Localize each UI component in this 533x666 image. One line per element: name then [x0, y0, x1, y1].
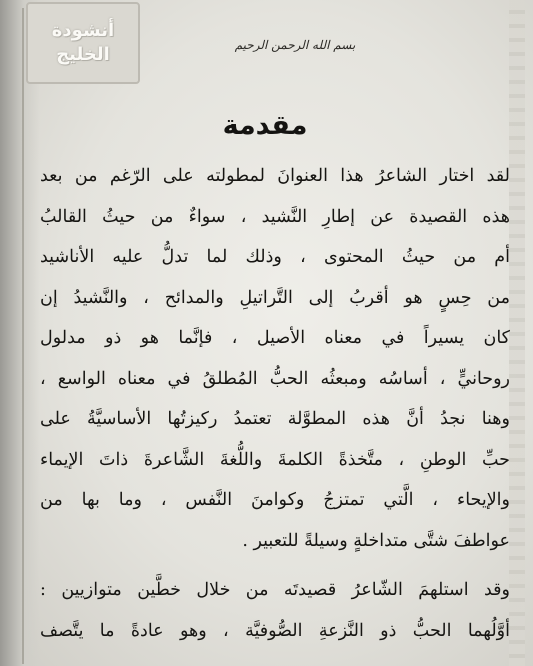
- page-heading: مقدمة: [222, 110, 308, 141]
- text-line: من حِسٍ هو أقربُ إلى التَّراتيلِ والمدائح ، والنَّشيدُ إن: [40, 287, 510, 308]
- paragraph-2: [40, 570, 510, 651]
- body-text: [40, 156, 510, 651]
- book-title-label: [26, 2, 140, 84]
- book-title-line-2: الخليج: [56, 44, 110, 65]
- text-line: هذه القصيدة عن إطارِ النَّشيد ، سواءٌ من حيثُ القالبُ: [40, 206, 510, 227]
- basmala-calligraphy: بسم الله الرحمن الرحيم: [234, 38, 356, 52]
- text-line: أوَّلُهما الحبُّ ذو النَّزعةِ الصُّوفيَّة ، وهو عادةً ما يتَّصف: [40, 620, 510, 641]
- text-line: وهنا نجدُ أنَّ هذه المطوَّلة تعتمدُ ركيزتُها الأساسيَّةُ على: [40, 409, 510, 429]
- text-line: كان يسيراً في معناه الأصيل ، فإنَّما هو ذو مدلول: [40, 328, 510, 348]
- text-line: والإيحاء ، الَّتي تمتزجُ وكوامنَ النَّفس ، وما بها من: [40, 490, 510, 510]
- paragraph-1: [40, 156, 510, 561]
- decorative-frame-ornament: [509, 0, 525, 666]
- text-line: لقد اختار الشاعرُ هذا العنوانَ لمطولته على الرّغم من بعد: [40, 166, 510, 186]
- text-line: أم من حيثُ المحتوى ، وذلك لما تدلُّ عليه الأناشيد: [40, 247, 510, 267]
- text-line: عواطفَ شتَّى متداخلةٍ وسيلةً للتعبير .: [242, 530, 510, 551]
- text-line: وقد استلهمَ الشّاعرُ قصيدتَه من خلال خطَّين متوازيين :: [40, 580, 510, 600]
- text-line: روحانيٍّ ، أساسُه ومبعثُه الحبُّ المُطلقُ في معناه الواسع ،: [40, 368, 510, 389]
- text-line: حبِّ الوطنِ ، متَّخذةً الكلمةَ واللُّغةَ الشَّاعرةَ ذاتَ الإيماء: [40, 449, 510, 470]
- book-title-line-1: أنشودة: [51, 20, 115, 41]
